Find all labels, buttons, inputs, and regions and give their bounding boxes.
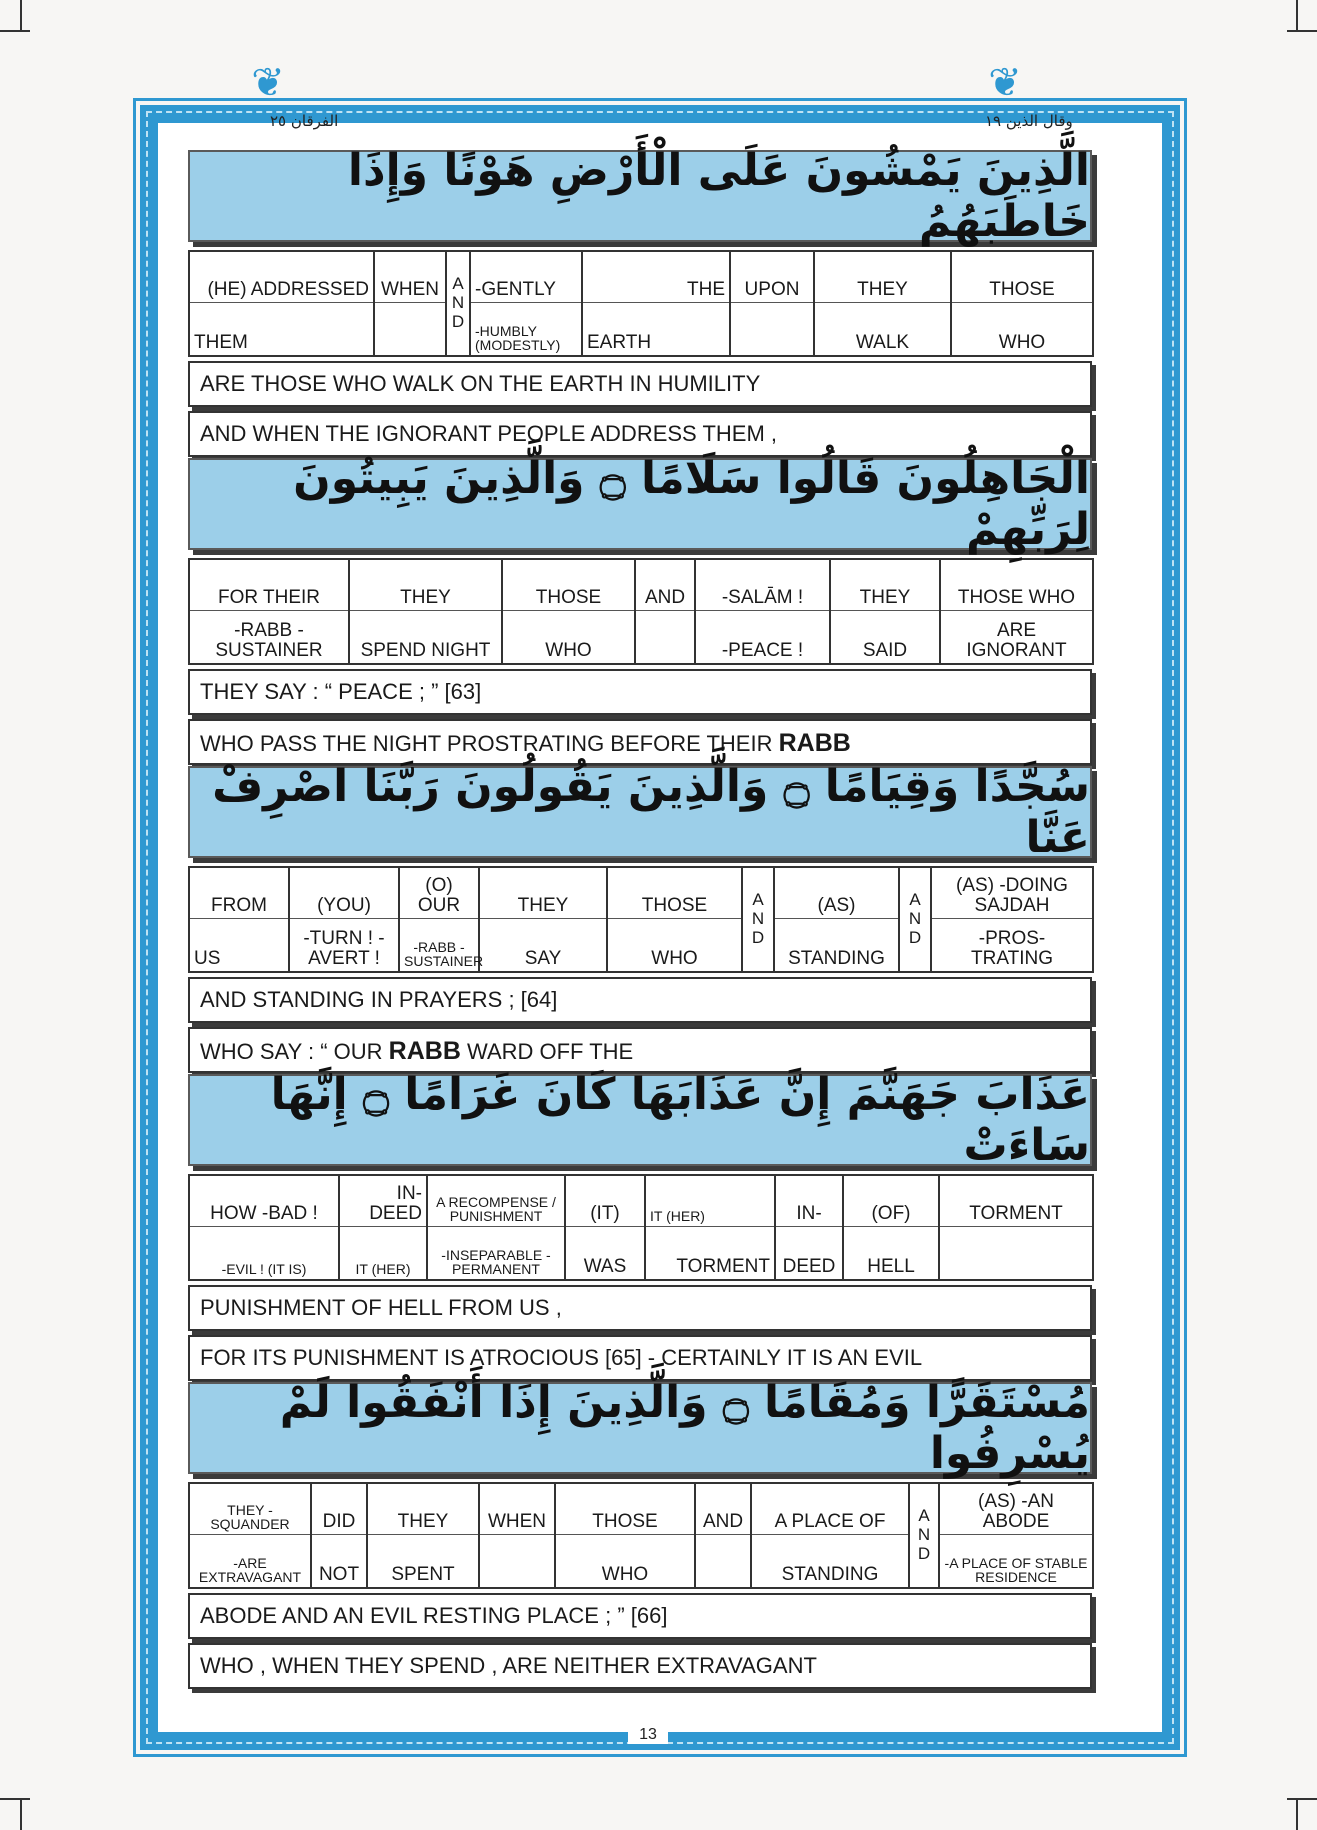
word-cell: -RABB -SUSTAINER	[189, 611, 349, 665]
verse-section-1	[188, 145, 1092, 457]
word-cell: SAID	[830, 611, 940, 665]
word-cell: HELL	[843, 1227, 939, 1281]
word-cell: A N D	[909, 1483, 939, 1588]
word-cell: THOSE	[502, 559, 635, 611]
word-grid	[188, 866, 1094, 973]
word-cell: -ARE EXTRAVAGANT	[189, 1535, 311, 1589]
arabic-verse: سُجَّدًا وَقِيَامًا ۝ وَالَّذِينَ يَقُولُونَ رَبَّنَا اصْرِفْ عَنَّا	[188, 766, 1092, 858]
word-cell: IT (HER)	[645, 1175, 775, 1227]
word-cell: THEY	[367, 1483, 479, 1535]
word-cell: (HE) ADDRESSED	[189, 251, 374, 303]
translation-text: WHO SAY : “ OUR	[200, 1039, 383, 1064]
word-cell: FOR THEIR	[189, 559, 349, 611]
word-cell: IT (HER)	[339, 1227, 427, 1281]
word-cell: THE	[582, 251, 730, 303]
translation-text: WARD OFF THE	[467, 1039, 634, 1064]
word-cell: -RABB -SUSTAINER	[399, 919, 479, 973]
word-cell: THOSE	[555, 1483, 695, 1535]
word-cell: THEY	[830, 559, 940, 611]
word-cell: UPON	[730, 251, 814, 303]
rabb-word: RABB	[388, 1037, 461, 1065]
translation-line: AND WHEN THE IGNORANT PEOPLE ADDRESS THEM ,	[188, 411, 1092, 457]
word-cell: ARE IGNORANT	[940, 611, 1093, 665]
word-cell: (AS) -AN ABODE	[939, 1483, 1093, 1535]
word-cell	[730, 303, 814, 357]
word-cell: THOSE	[951, 251, 1093, 303]
crop-mark	[20, 0, 22, 30]
word-cell: THEY	[479, 867, 607, 919]
word-cell: THOSE	[607, 867, 742, 919]
word-cell: THEY	[349, 559, 502, 611]
word-cell: (OF)	[843, 1175, 939, 1227]
word-cell: -A PLACE OF STABLE RESIDENCE	[939, 1535, 1093, 1589]
word-cell: THOSE WHO	[940, 559, 1093, 611]
word-cell: SAY	[479, 919, 607, 973]
word-cell: -PROS- TRATING	[931, 919, 1093, 973]
word-cell: DID	[311, 1483, 367, 1535]
word-cell: THEM	[189, 303, 374, 357]
word-cell: A N D	[742, 867, 774, 972]
word-cell	[695, 1535, 751, 1589]
verse-section-3	[188, 761, 1092, 1073]
verse-section-5	[188, 1377, 1092, 1689]
word-cell: NOT	[311, 1535, 367, 1589]
word-cell: EARTH	[582, 303, 730, 357]
word-cell: (IT)	[565, 1175, 645, 1227]
crop-mark	[0, 1798, 30, 1800]
word-cell: -SALĀM !	[695, 559, 830, 611]
arabic-verse: الْجَاهِلُونَ قَالُوا سَلَامًا ۝ وَالَّذِينَ يَبِيتُونَ لِرَبِّهِمْ	[188, 458, 1092, 550]
word-cell: (AS) -DOING SAJDAH	[931, 867, 1093, 919]
word-cell: (AS)	[774, 867, 899, 919]
word-cell: A PLACE OF	[751, 1483, 909, 1535]
word-cell: WHEN	[374, 251, 446, 303]
crop-mark	[20, 1800, 22, 1830]
translation-line: THEY SAY : “ PEACE ; ” [63]	[188, 669, 1092, 715]
translation-line: FOR ITS PUNISHMENT IS ATROCIOUS [65] - CERTAINLY IT IS AN EVIL	[188, 1335, 1092, 1381]
word-cell: DEED	[775, 1227, 843, 1281]
word-cell: -TURN ! -AVERT !	[289, 919, 399, 973]
crop-mark	[1296, 0, 1298, 30]
word-cell: TORMENT	[645, 1227, 775, 1281]
word-cell: TORMENT	[939, 1175, 1093, 1227]
word-cell: WHO	[951, 303, 1093, 357]
ornament-icon: ❦	[988, 61, 1022, 105]
word-cell: WHO	[502, 611, 635, 665]
word-cell: A N D	[899, 867, 931, 972]
word-grid	[188, 1174, 1094, 1281]
word-cell: IN-	[775, 1175, 843, 1227]
word-cell: -GENTLY	[470, 251, 582, 303]
word-cell	[939, 1227, 1093, 1281]
crop-mark	[0, 30, 30, 32]
surah-header: الفرقان ٢٥	[270, 112, 339, 130]
word-cell: WAS	[565, 1227, 645, 1281]
translation-line: ABODE AND AN EVIL RESTING PLACE ; ” [66]	[188, 1593, 1092, 1639]
word-cell: WALK	[814, 303, 951, 357]
word-cell: SPENT	[367, 1535, 479, 1589]
translation-line	[188, 719, 1092, 765]
ornament-icon: ❦	[251, 61, 285, 105]
page-number: 13	[628, 1726, 668, 1744]
word-cell: SPEND NIGHT	[349, 611, 502, 665]
translation-line: AND STANDING IN PRAYERS ; [64]	[188, 977, 1092, 1023]
word-cell: (YOU)	[289, 867, 399, 919]
arabic-verse: الَّذِينَ يَمْشُونَ عَلَى الْأَرْضِ هَوْنًا وَإِذَا خَاطَبَهُمُ	[188, 150, 1092, 242]
arabic-verse: مُسْتَقَرًّا وَمُقَامًا ۝ وَالَّذِينَ إِذَا أَنْفَقُوا لَمْ يُسْرِفُوا	[188, 1382, 1092, 1474]
word-cell: (O) OUR	[399, 867, 479, 919]
word-cell: WHO	[607, 919, 742, 973]
word-cell: -HUMBLY (MODESTLY)	[470, 303, 582, 357]
word-cell: -PEACE !	[695, 611, 830, 665]
word-cell: AND	[695, 1483, 751, 1535]
translation-line: ARE THOSE WHO WALK ON THE EARTH IN HUMILITY	[188, 361, 1092, 407]
word-cell: A RECOMPENSE / PUNISHMENT	[427, 1175, 565, 1227]
rabb-word: RABB	[778, 729, 851, 757]
translation-line: PUNISHMENT OF HELL FROM US ,	[188, 1285, 1092, 1331]
arabic-verse: عَذَابَ جَهَنَّمَ إِنَّ عَذَابَهَا كَانَ غَرَامًا ۝ إِنَّهَا سَاءَتْ	[188, 1074, 1092, 1166]
verse-section-2	[188, 453, 1092, 765]
word-cell	[479, 1535, 555, 1589]
word-cell: A N D	[446, 251, 470, 356]
translation-line: WHO , WHEN THEY SPEND , ARE NEITHER EXTRAVAGANT	[188, 1643, 1092, 1689]
word-grid	[188, 250, 1094, 357]
crop-mark	[1296, 1800, 1298, 1830]
word-cell: US	[189, 919, 289, 973]
word-grid	[188, 558, 1094, 665]
word-cell: THEY	[814, 251, 951, 303]
word-cell: STANDING	[774, 919, 899, 973]
word-cell: IN- DEED	[339, 1175, 427, 1227]
translation-text: WHO PASS THE NIGHT PROSTRATING BEFORE THEIR	[200, 731, 773, 756]
word-cell: -EVIL ! (IT IS)	[189, 1227, 339, 1281]
translation-line	[188, 1027, 1092, 1073]
word-cell: STANDING	[751, 1535, 909, 1589]
word-cell: AND	[635, 559, 695, 611]
verse-section-4	[188, 1069, 1092, 1381]
word-cell: THEY -SQUANDER	[189, 1483, 311, 1535]
word-cell: -INSEPARABLE -PERMANENT	[427, 1227, 565, 1281]
word-cell: WHEN	[479, 1483, 555, 1535]
crop-mark	[1287, 1798, 1317, 1800]
word-cell: WHO	[555, 1535, 695, 1589]
word-grid	[188, 1482, 1094, 1589]
juz-header: وقال الذين ١٩	[985, 112, 1073, 130]
word-cell: HOW -BAD !	[189, 1175, 339, 1227]
word-cell: FROM	[189, 867, 289, 919]
word-cell	[635, 611, 695, 665]
word-cell	[374, 303, 446, 357]
crop-mark	[1287, 30, 1317, 32]
